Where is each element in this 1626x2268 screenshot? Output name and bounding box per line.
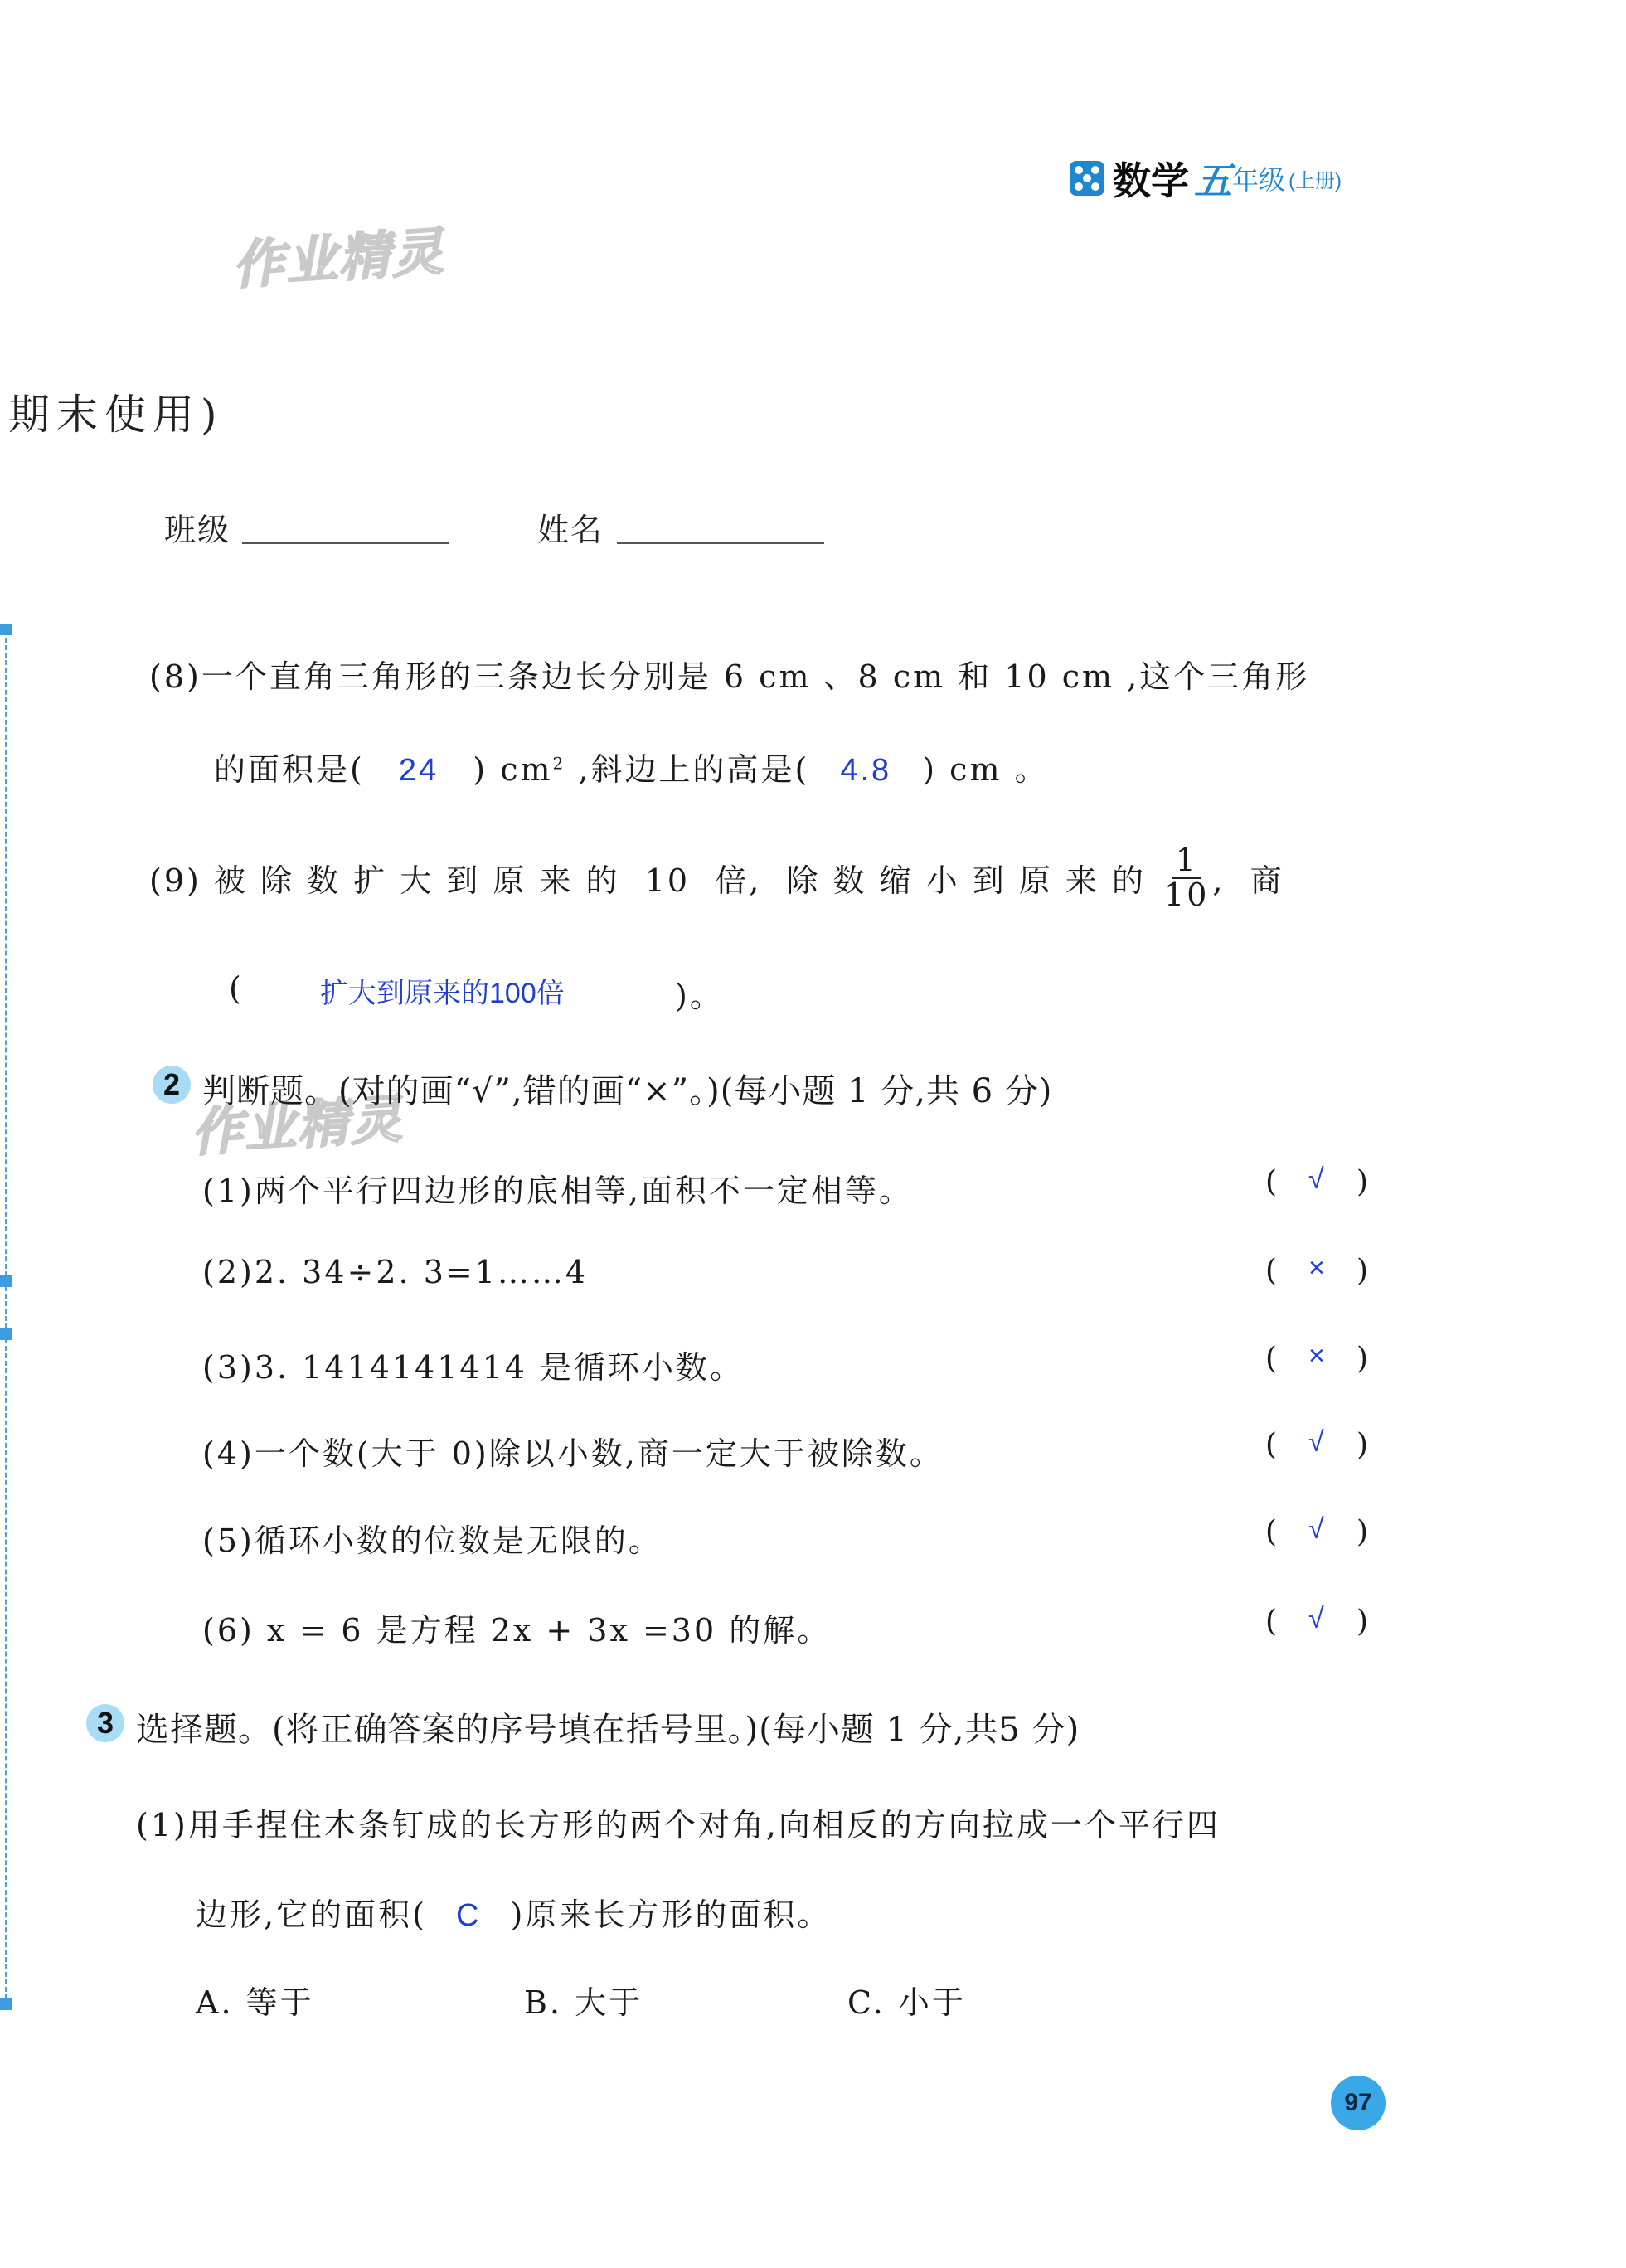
judge-mark-2: ×	[1308, 1252, 1325, 1284]
judge-item-4: (4)一个数(大于 0)除以小数,商一定大于被除数。	[202, 1435, 944, 1472]
judge-item-1: (1)两个平行四边形的底相等,面积不一定相等。	[202, 1173, 913, 1209]
binding-dashed-line	[5, 630, 7, 2007]
judge-mark-3: ×	[1308, 1340, 1325, 1372]
q8-answer-height: 4.8	[840, 753, 892, 788]
q9-open-paren: (	[229, 970, 244, 1007]
choice-q1-line2: 边形,它的面积( C )原来长方形的面积。	[196, 1896, 832, 1933]
worksheet-page: 数学 五 年级 (上册) 作业精灵 作业精灵 期末使用) 班级 姓名 (8)一个直角三角形的三条边长分别是 6 cm 、8 cm 和 10 cm ,这个三角形 的面积是( 24 ) $cm^2$ ,斜边上的高是( 4.8 ) cm 。 (9) 被 除 数 扩 大 到 原 来 的 10 倍, 除 数 缩 小 到 原 来 的 $\frac{1}{10}$ , 商 ( 扩大到原来的100倍 )。 2 判断题。(对的画“√”,错的画“×”。)(每小题 1 分,共 6 分) (1)两个平行四边形的底相等,面积不一定相等。 ( √ ) (2)2. 34÷2. 3=1……4 ( × ) (3)3. 1414141414 是循环小数。 ( × ) (4)一个数(大于 0)除以小数,商一定大于被除数。 ( √ ) (5)循环小数的位数是无限的。 ( √ ) (6) x = 6 是方程 2x + 3x =30 的解。 ( √ ) 3 选择题。(将正确答案的序号填在括号里。)(每小题 1 分,共5 分) (1)用手捏住木条钉成的长方形的两个对角,向相反的方向拉成一个平行四 边形,它的面积( C )原来长方形的面积。 A. 等于 B. 大于 C. 小于 97	[0, 0, 1626, 2268]
binding-mark	[0, 624, 12, 635]
binding-mark	[0, 1998, 12, 2010]
section2-title: 判断题。(对的画“√”,错的画“×”。)(每小题 1 分,共 6 分)	[202, 1072, 1053, 1110]
judge-item-5: (5)循环小数的位数是无限的。	[202, 1523, 663, 1559]
q9-answer: 扩大到原来的100倍	[320, 978, 565, 1009]
class-label: 班级	[164, 512, 231, 548]
choice-q1-line1: (1)用手捏住木条钉成的长方形的两个对角,向相反的方向拉成一个平行四	[136, 1807, 1221, 1843]
binding-mark	[0, 1328, 12, 1340]
choice-option-c: C. 小于	[847, 1984, 966, 2021]
judge-item-6: (6) x = 6 是方程 2x + 3x =30 的解。	[202, 1612, 832, 1649]
watermark-middle: 作业精灵	[189, 1090, 405, 1163]
name-field[interactable]	[617, 542, 824, 544]
q9-line1: (9) 被 除 数 扩 大 到 原 来 的 10 倍, 除 数 缩 小 到 原 来 的 $\frac{1}{10}$ , 商	[149, 842, 1284, 913]
name-label: 姓名	[537, 512, 604, 548]
header-grade-suffix: 年级	[1232, 165, 1286, 195]
book-header	[1070, 151, 1342, 206]
section3-badge: 3	[86, 1704, 124, 1742]
section2-badge: 2	[153, 1066, 191, 1104]
q8-answer-area: 24	[398, 753, 439, 788]
choice-q1-answer: C	[456, 1898, 482, 1933]
binding-mark	[0, 1275, 12, 1287]
choice-option-a: A. 等于	[196, 1984, 314, 2021]
choice-option-b: B. 大于	[524, 1984, 643, 2021]
q9-close-paren: )。	[675, 978, 724, 1014]
section3-title: 选择题。(将正确答案的序号填在括号里。)(每小题 1 分,共5 分)	[136, 1711, 1080, 1749]
watermark-top: 作业精灵	[231, 223, 447, 295]
q8-line2: 的面积是( 24 ) $cm^2$ ,斜边上的高是( 4.8 ) cm 。	[214, 751, 1049, 788]
judge-mark-5: √	[1308, 1513, 1324, 1545]
header-subject: 数学	[1113, 159, 1189, 202]
header-volume: (上册)	[1289, 169, 1342, 192]
class-field[interactable]	[242, 542, 449, 544]
judge-mark-6: √	[1308, 1603, 1324, 1634]
judge-mark-1: √	[1308, 1163, 1324, 1195]
fraction-one-tenth: $\frac{1}{10}$	[1164, 842, 1210, 913]
header-grade: 五	[1194, 159, 1232, 202]
exam-subtitle: 期末使用)	[8, 391, 224, 439]
page-number: 97	[1331, 2076, 1386, 2130]
q8-line1: (8)一个直角三角形的三条边长分别是 6 cm 、8 cm 和 10 cm ,这个三角形	[149, 658, 1310, 695]
judge-item-2: (2)2. 34÷2. 3=1……4	[202, 1254, 589, 1290]
judge-mark-4: √	[1308, 1426, 1324, 1458]
judge-item-3: (3)3. 1414141414 是循环小数。	[202, 1349, 745, 1386]
book-logo-icon	[1070, 161, 1104, 196]
